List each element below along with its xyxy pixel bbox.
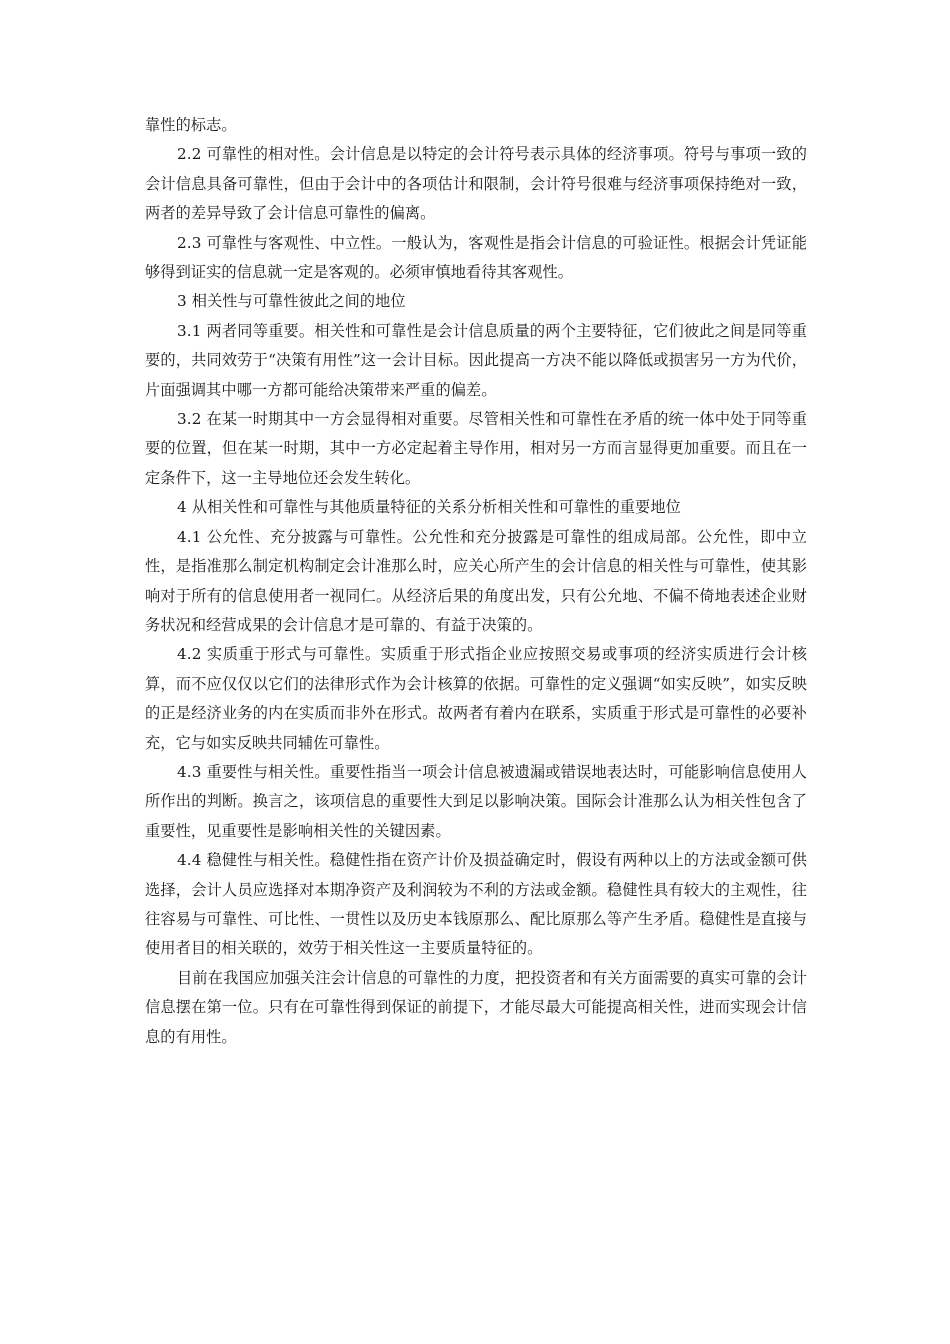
paragraph-4-3: 4.3 重要性与相关性。重要性指当一项会计信息被遗漏或错误地表达时，可能影响信息使用人所作出的判断。换言之，该项信息的重要性大到足以影响决策。国际会计准那么认为相关性包含了重要性，见重要性是影响相关性的关键因素。 [145, 762, 807, 840]
paragraph-4-2: 4.2 实质重于形式与可靠性。实质重于形式指企业应按照交易或事项的经济实质进行会计核算，而不应仅仅以它们的法律形式作为会计核算的依据。可靠性的定义强调“如实反映”，如实反映的正是经济业务的内在实质而非外在形式。故两者有着内在联系，实质重于形式是可靠性的必要补充，它与如实反映共同辅佐可靠性。 [145, 645, 807, 752]
section-heading-4: 4 从相关性和可靠性与其他质量特征的关系分析相关性和可靠性的重要地位 [177, 498, 681, 517]
paragraph-3-2: 3.2 在某一时期其中一方会显得相对重要。尽管相关性和可靠性在矛盾的统一体中处于同等重要的位置，但在某一时期，其中一方必定起着主导作用，相对另一方而言显得更加重要。而且在一定条件下，这一主导地位还会发生转化。 [145, 410, 807, 487]
document-body [145, 111, 807, 1052]
paragraph-2-2: 2.2 可靠性的相对性。会计信息是以特定的会计符号表示具体的经济事项。符号与事项一致的会计信息具备可靠性，但由于会计中的各项估计和限制，会计符号很难与经济事项保持绝对一致，两者的差异导致了会计信息可靠性的偏离。 [145, 145, 807, 223]
paragraph-4-1: 4.1 公允性、充分披露与可靠性。公允性和充分披露是可靠性的组成局部。公允性，即中立性，是指准那么制定机构制定会计准那么时，应关心所产生的会计信息的相关性与可靠性，使其影响对于所有的信息使用者一视同仁。从经济后果的角度出发，只有公允地、不偏不倚地表述企业财务状况和经营成果的会计信息才是可靠的、有益于决策的。 [145, 527, 807, 634]
paragraph-conclusion: 目前在我国应加强关注会计信息的可靠性的力度，把投资者和有关方面需要的真实可靠的会计信息摆在第一位。只有在可靠性得到保证的前提下，才能尽最大可能提高相关性，进而实现会计信息的有用性。 [145, 968, 807, 1046]
section-heading-3: 3 相关性与可靠性彼此之间的地位 [177, 292, 406, 311]
paragraph-4-4: 4.4 稳健性与相关性。稳健性指在资产计价及损益确定时，假设有两种以上的方法或金额可供选择，会计人员应选择对本期净资产及利润较为不利的方法或金额。稳健性具有较大的主观性，往往容易与可靠性、可比性、一贯性以及历史本钱原那么、配比原那么等产生矛盾。稳健性是直接与使用者目的相关联的，效劳于相关性这一主要质量特征的。 [145, 851, 807, 958]
paragraph-3-1: 3.1 两者同等重要。相关性和可靠性是会计信息质量的两个主要特征，它们彼此之间是同等重要的，共同效劳于“决策有用性”这一会计目标。因此提高一方决不能以降低或损害另一方为代价，片面强调其中哪一方都可能给决策带来严重的偏差。 [145, 321, 807, 399]
paragraph-2-3: 2.3 可靠性与客观性、中立性。一般认为，客观性是指会计信息的可验证性。根据会计凭证能够得到证实的信息就一定是客观的。必须审慎地看待其客观性。 [145, 233, 807, 282]
paragraph-continuation: 靠性的标志。 [145, 116, 237, 134]
